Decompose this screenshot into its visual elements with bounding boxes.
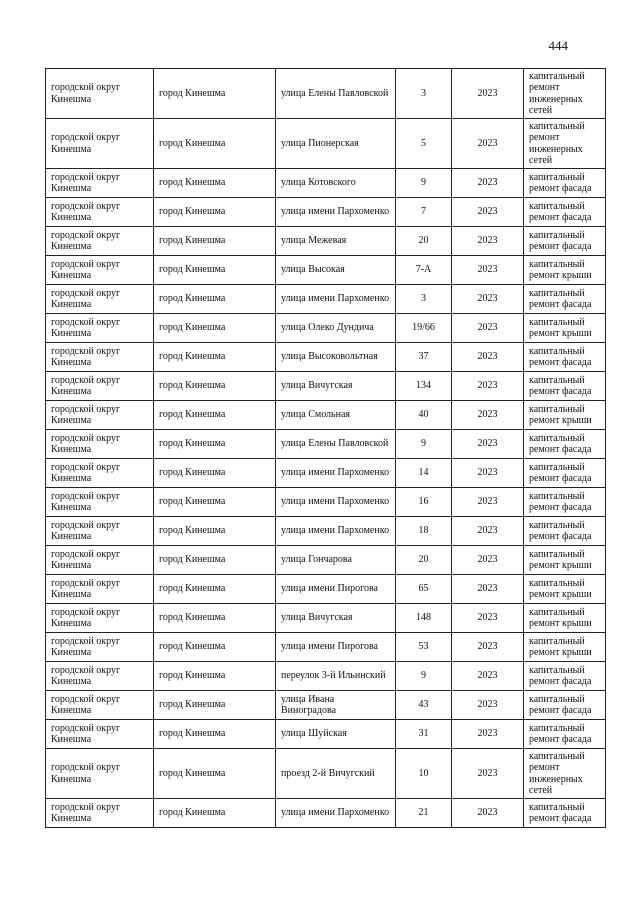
city-cell: город Кинешма xyxy=(154,69,276,119)
district-cell: городской округ Кинешма xyxy=(46,198,154,227)
work-type-cell: капитальный ремонт фасада xyxy=(524,430,606,459)
district-cell: городской округ Кинешма xyxy=(46,372,154,401)
table-row xyxy=(46,314,606,343)
district-cell: городской округ Кинешма xyxy=(46,575,154,604)
work-type-cell: капитальный ремонт крыши xyxy=(524,546,606,575)
house-number-cell: 16 xyxy=(396,488,452,517)
city-cell: город Кинешма xyxy=(154,517,276,546)
street-cell: улица имени Пархоменко xyxy=(276,799,396,828)
house-number-cell: 43 xyxy=(396,691,452,720)
district-cell: городской округ Кинешма xyxy=(46,169,154,198)
year-cell: 2023 xyxy=(452,430,524,459)
table-row xyxy=(46,517,606,546)
year-cell: 2023 xyxy=(452,285,524,314)
city-cell: город Кинешма xyxy=(154,799,276,828)
table-row xyxy=(46,256,606,285)
city-cell: город Кинешма xyxy=(154,372,276,401)
district-cell: городской округ Кинешма xyxy=(46,691,154,720)
house-number-cell: 9 xyxy=(396,662,452,691)
city-cell: город Кинешма xyxy=(154,720,276,749)
city-cell: город Кинешма xyxy=(154,343,276,372)
year-cell: 2023 xyxy=(452,662,524,691)
street-cell: улица Олеко Дундича xyxy=(276,314,396,343)
house-number-cell: 20 xyxy=(396,227,452,256)
city-cell: город Кинешма xyxy=(154,691,276,720)
street-cell: улица имени Пархоменко xyxy=(276,517,396,546)
table-row xyxy=(46,372,606,401)
year-cell: 2023 xyxy=(452,691,524,720)
table-row xyxy=(46,720,606,749)
house-number-cell: 14 xyxy=(396,459,452,488)
year-cell: 2023 xyxy=(452,720,524,749)
work-type-cell: капитальный ремонт фасада xyxy=(524,227,606,256)
year-cell: 2023 xyxy=(452,604,524,633)
city-cell: город Кинешма xyxy=(154,198,276,227)
street-cell: улица Елены Павловской xyxy=(276,430,396,459)
year-cell: 2023 xyxy=(452,488,524,517)
district-cell: городской округ Кинешма xyxy=(46,662,154,691)
street-cell: переулок 3-й Ильинский xyxy=(276,662,396,691)
district-cell: городской округ Кинешма xyxy=(46,604,154,633)
district-cell: городской округ Кинешма xyxy=(46,314,154,343)
table-row xyxy=(46,198,606,227)
street-cell: улица Межевая xyxy=(276,227,396,256)
table-row xyxy=(46,430,606,459)
table-row xyxy=(46,227,606,256)
city-cell: город Кинешма xyxy=(154,256,276,285)
table-row xyxy=(46,633,606,662)
street-cell: улица Высоковольтная xyxy=(276,343,396,372)
city-cell: город Кинешма xyxy=(154,430,276,459)
work-type-cell: капитальный ремонт фасада xyxy=(524,459,606,488)
house-number-cell: 9 xyxy=(396,430,452,459)
table-row xyxy=(46,575,606,604)
table-row xyxy=(46,691,606,720)
street-cell: улица Елены Павловской xyxy=(276,69,396,119)
year-cell: 2023 xyxy=(452,119,524,169)
district-cell: городской округ Кинешма xyxy=(46,430,154,459)
city-cell: город Кинешма xyxy=(154,285,276,314)
district-cell: городской округ Кинешма xyxy=(46,69,154,119)
work-type-cell: капитальный ремонт крыши xyxy=(524,256,606,285)
city-cell: город Кинешма xyxy=(154,119,276,169)
city-cell: город Кинешма xyxy=(154,314,276,343)
table-row xyxy=(46,662,606,691)
table-row xyxy=(46,69,606,119)
year-cell: 2023 xyxy=(452,799,524,828)
district-cell: городской округ Кинешма xyxy=(46,749,154,799)
year-cell: 2023 xyxy=(452,169,524,198)
house-number-cell: 10 xyxy=(396,749,452,799)
city-cell: город Кинешма xyxy=(154,662,276,691)
house-number-cell: 19/66 xyxy=(396,314,452,343)
table-row xyxy=(46,285,606,314)
city-cell: город Кинешма xyxy=(154,604,276,633)
table-row xyxy=(46,488,606,517)
house-number-cell: 65 xyxy=(396,575,452,604)
work-type-cell: капитальный ремонт крыши xyxy=(524,604,606,633)
street-cell: улица Пионерская xyxy=(276,119,396,169)
house-number-cell: 20 xyxy=(396,546,452,575)
house-number-cell: 148 xyxy=(396,604,452,633)
work-type-cell: капитальный ремонт крыши xyxy=(524,633,606,662)
street-cell: улица Котовского xyxy=(276,169,396,198)
work-type-cell: капитальный ремонт инженерных сетей xyxy=(524,119,606,169)
house-number-cell: 5 xyxy=(396,119,452,169)
district-cell: городской округ Кинешма xyxy=(46,119,154,169)
year-cell: 2023 xyxy=(452,517,524,546)
work-type-cell: капитальный ремонт фасада xyxy=(524,285,606,314)
work-type-cell: капитальный ремонт крыши xyxy=(524,401,606,430)
street-cell: улица имени Пархоменко xyxy=(276,459,396,488)
house-number-cell: 3 xyxy=(396,285,452,314)
registry-table xyxy=(45,68,606,828)
street-cell: улица Высокая xyxy=(276,256,396,285)
city-cell: город Кинешма xyxy=(154,633,276,662)
year-cell: 2023 xyxy=(452,575,524,604)
house-number-cell: 7 xyxy=(396,198,452,227)
work-type-cell: капитальный ремонт фасада xyxy=(524,720,606,749)
district-cell: городской округ Кинешма xyxy=(46,256,154,285)
work-type-cell: капитальный ремонт фасада xyxy=(524,343,606,372)
page-number: 444 xyxy=(548,38,568,53)
house-number-cell: 21 xyxy=(396,799,452,828)
city-cell: город Кинешма xyxy=(154,749,276,799)
registry-table-body xyxy=(46,69,606,828)
city-cell: город Кинешма xyxy=(154,546,276,575)
city-cell: город Кинешма xyxy=(154,401,276,430)
house-number-cell: 40 xyxy=(396,401,452,430)
work-type-cell: капитальный ремонт фасада xyxy=(524,198,606,227)
year-cell: 2023 xyxy=(452,343,524,372)
year-cell: 2023 xyxy=(452,749,524,799)
table-row xyxy=(46,401,606,430)
district-cell: городской округ Кинешма xyxy=(46,343,154,372)
street-cell: улица Вичугская xyxy=(276,372,396,401)
work-type-cell: капитальный ремонт инженерных сетей xyxy=(524,69,606,119)
year-cell: 2023 xyxy=(452,372,524,401)
table-row xyxy=(46,749,606,799)
year-cell: 2023 xyxy=(452,314,524,343)
district-cell: городской округ Кинешма xyxy=(46,720,154,749)
table-row xyxy=(46,169,606,198)
table-row xyxy=(46,546,606,575)
city-cell: город Кинешма xyxy=(154,459,276,488)
work-type-cell: капитальный ремонт крыши xyxy=(524,314,606,343)
house-number-cell: 9 xyxy=(396,169,452,198)
city-cell: город Кинешма xyxy=(154,169,276,198)
house-number-cell: 134 xyxy=(396,372,452,401)
city-cell: город Кинешма xyxy=(154,488,276,517)
street-cell: улица Вичугская xyxy=(276,604,396,633)
house-number-cell: 37 xyxy=(396,343,452,372)
year-cell: 2023 xyxy=(452,459,524,488)
work-type-cell: капитальный ремонт фасада xyxy=(524,517,606,546)
district-cell: городской округ Кинешма xyxy=(46,633,154,662)
year-cell: 2023 xyxy=(452,401,524,430)
year-cell: 2023 xyxy=(452,546,524,575)
work-type-cell: капитальный ремонт крыши xyxy=(524,575,606,604)
work-type-cell: капитальный ремонт фасада xyxy=(524,488,606,517)
work-type-cell: капитальный ремонт фасада xyxy=(524,169,606,198)
house-number-cell: 31 xyxy=(396,720,452,749)
city-cell: город Кинешма xyxy=(154,227,276,256)
table-row xyxy=(46,119,606,169)
table-row xyxy=(46,799,606,828)
table-row xyxy=(46,604,606,633)
street-cell: улица имени Пирогова xyxy=(276,633,396,662)
street-cell: улица имени Пархоменко xyxy=(276,488,396,517)
year-cell: 2023 xyxy=(452,256,524,285)
street-cell: улица Гончарова xyxy=(276,546,396,575)
street-cell: улица имени Пархоменко xyxy=(276,198,396,227)
work-type-cell: капитальный ремонт инженерных сетей xyxy=(524,749,606,799)
house-number-cell: 53 xyxy=(396,633,452,662)
street-cell: улица Смольная xyxy=(276,401,396,430)
street-cell: улица Шуйская xyxy=(276,720,396,749)
year-cell: 2023 xyxy=(452,633,524,662)
district-cell: городской округ Кинешма xyxy=(46,459,154,488)
work-type-cell: капитальный ремонт фасада xyxy=(524,662,606,691)
street-cell: улица имени Пирогова xyxy=(276,575,396,604)
district-cell: городской округ Кинешма xyxy=(46,488,154,517)
district-cell: городской округ Кинешма xyxy=(46,227,154,256)
year-cell: 2023 xyxy=(452,198,524,227)
house-number-cell: 18 xyxy=(396,517,452,546)
street-cell: улица Ивана Виноградова xyxy=(276,691,396,720)
house-number-cell: 3 xyxy=(396,69,452,119)
work-type-cell: капитальный ремонт фасада xyxy=(524,691,606,720)
work-type-cell: капитальный ремонт фасада xyxy=(524,372,606,401)
house-number-cell: 7-А xyxy=(396,256,452,285)
year-cell: 2023 xyxy=(452,227,524,256)
district-cell: городской округ Кинешма xyxy=(46,799,154,828)
district-cell: городской округ Кинешма xyxy=(46,285,154,314)
district-cell: городской округ Кинешма xyxy=(46,401,154,430)
street-cell: проезд 2-й Вичугский xyxy=(276,749,396,799)
street-cell: улица имени Пархоменко xyxy=(276,285,396,314)
table-row xyxy=(46,343,606,372)
district-cell: городской округ Кинешма xyxy=(46,546,154,575)
year-cell: 2023 xyxy=(452,69,524,119)
district-cell: городской округ Кинешма xyxy=(46,517,154,546)
table-row xyxy=(46,459,606,488)
work-type-cell: капитальный ремонт фасада xyxy=(524,799,606,828)
city-cell: город Кинешма xyxy=(154,575,276,604)
